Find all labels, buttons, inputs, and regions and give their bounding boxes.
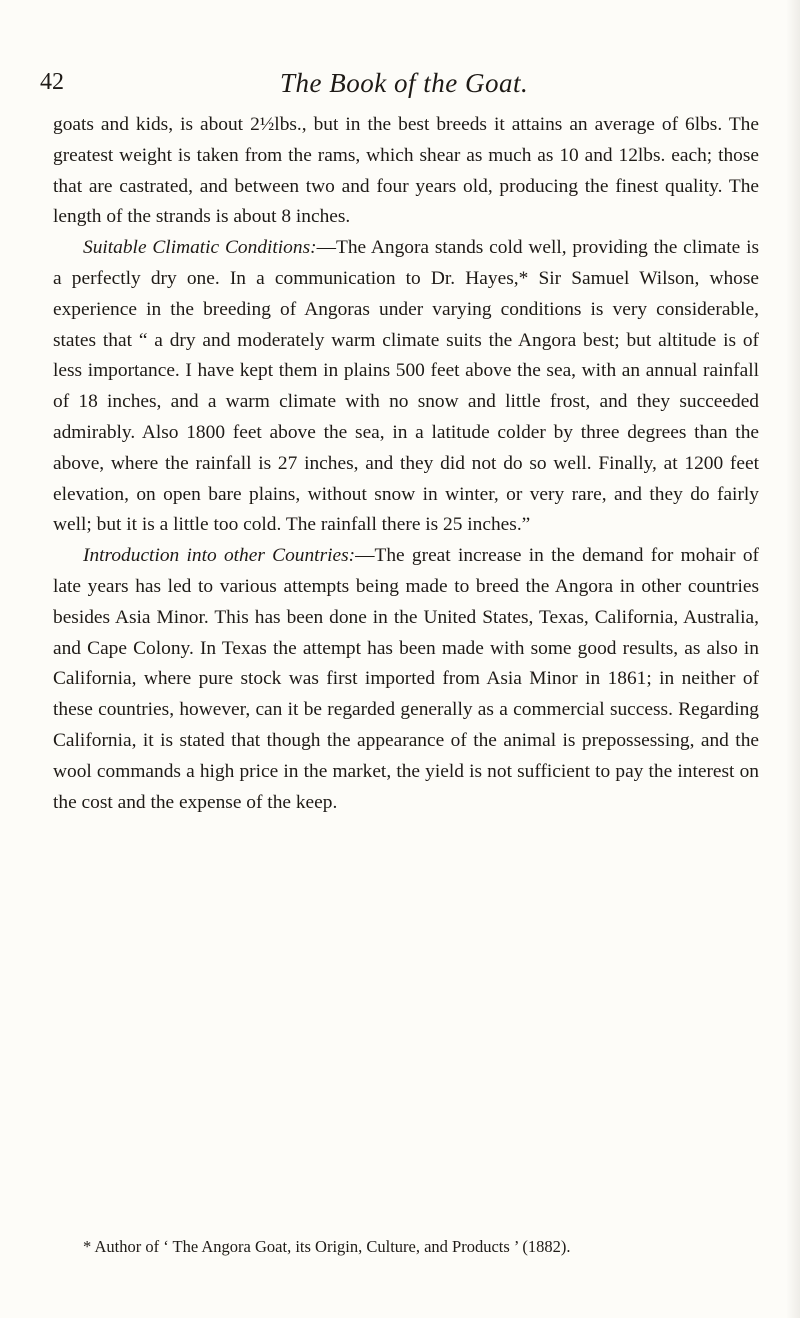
paragraph-wool-weight (53, 110, 759, 233)
body-text (53, 110, 759, 818)
paragraph-text: goats and kids, is about 2½lbs., but in the best breeds it attains an average of 6lbs. The greatest weight is taken from the rams, which shear as much as 10 and 12lbs. each; those that are castrated, and between two and four years old, producing the finest quality. The length of the strands is about 8 inches. (53, 114, 759, 228)
paragraph-text: —The Angora stands cold well, providing the climate is a perfectly dry one. In a communication to Dr. Hayes,* Sir Samuel Wilson, whose experience in the breeding of Angoras under varying conditions is very considerable, states that “ a dry and moderately warm climate suits the Angora best; but altitude is of less importance. I have kept them in plains 500 feet above the sea, with an annual rainfall of 18 inches, and a warm climate with no snow and little frost, and they succeeded admirably. Also 1800 feet above the sea, in a latitude colder by three degrees than the above, where the rainfall is 27 inches, and they did not do so well. Finally, at 1200 feet elevation, on open bare plains, without snow in winter, or very rare, and they do fairly well; but it is a little too cold. The rainfall there is 25 inches.” (53, 237, 760, 536)
page-edge-shadow (786, 0, 800, 1318)
paragraph-heading: Introduction into other Countries: (83, 545, 356, 567)
page-number: 42 (40, 69, 64, 95)
running-title: The Book of the Goat. (280, 68, 529, 98)
paragraph-text: —The great increase in the demand for mohair of late years has led to various attempts being made to breed the Angora in other countries besides Asia Minor. This has been done in the United States, Texas, California, Australia, and Cape Colony. In Texas the attempt has been made with some good results, as also in California, where pure stock was first imported from Asia Minor in 1861; in neither of these countries, however, can it be regarded generally as a commercial success. Regarding California, it is stated that though the appearance of the animal is prepossessing, and the wool commands a high price in the market, the yield is not sufficient to pay the interest on the cost and the expense of the keep. (53, 545, 759, 813)
paragraph-climatic-conditions (53, 233, 759, 541)
footnote: * Author of ‘ The Angora Goat, its Origin, Culture, and Products ’ (1882). (83, 1237, 571, 1256)
paragraph-introduction-other-countries (53, 541, 759, 818)
paragraph-heading: Suitable Climatic Conditions: (83, 237, 317, 259)
